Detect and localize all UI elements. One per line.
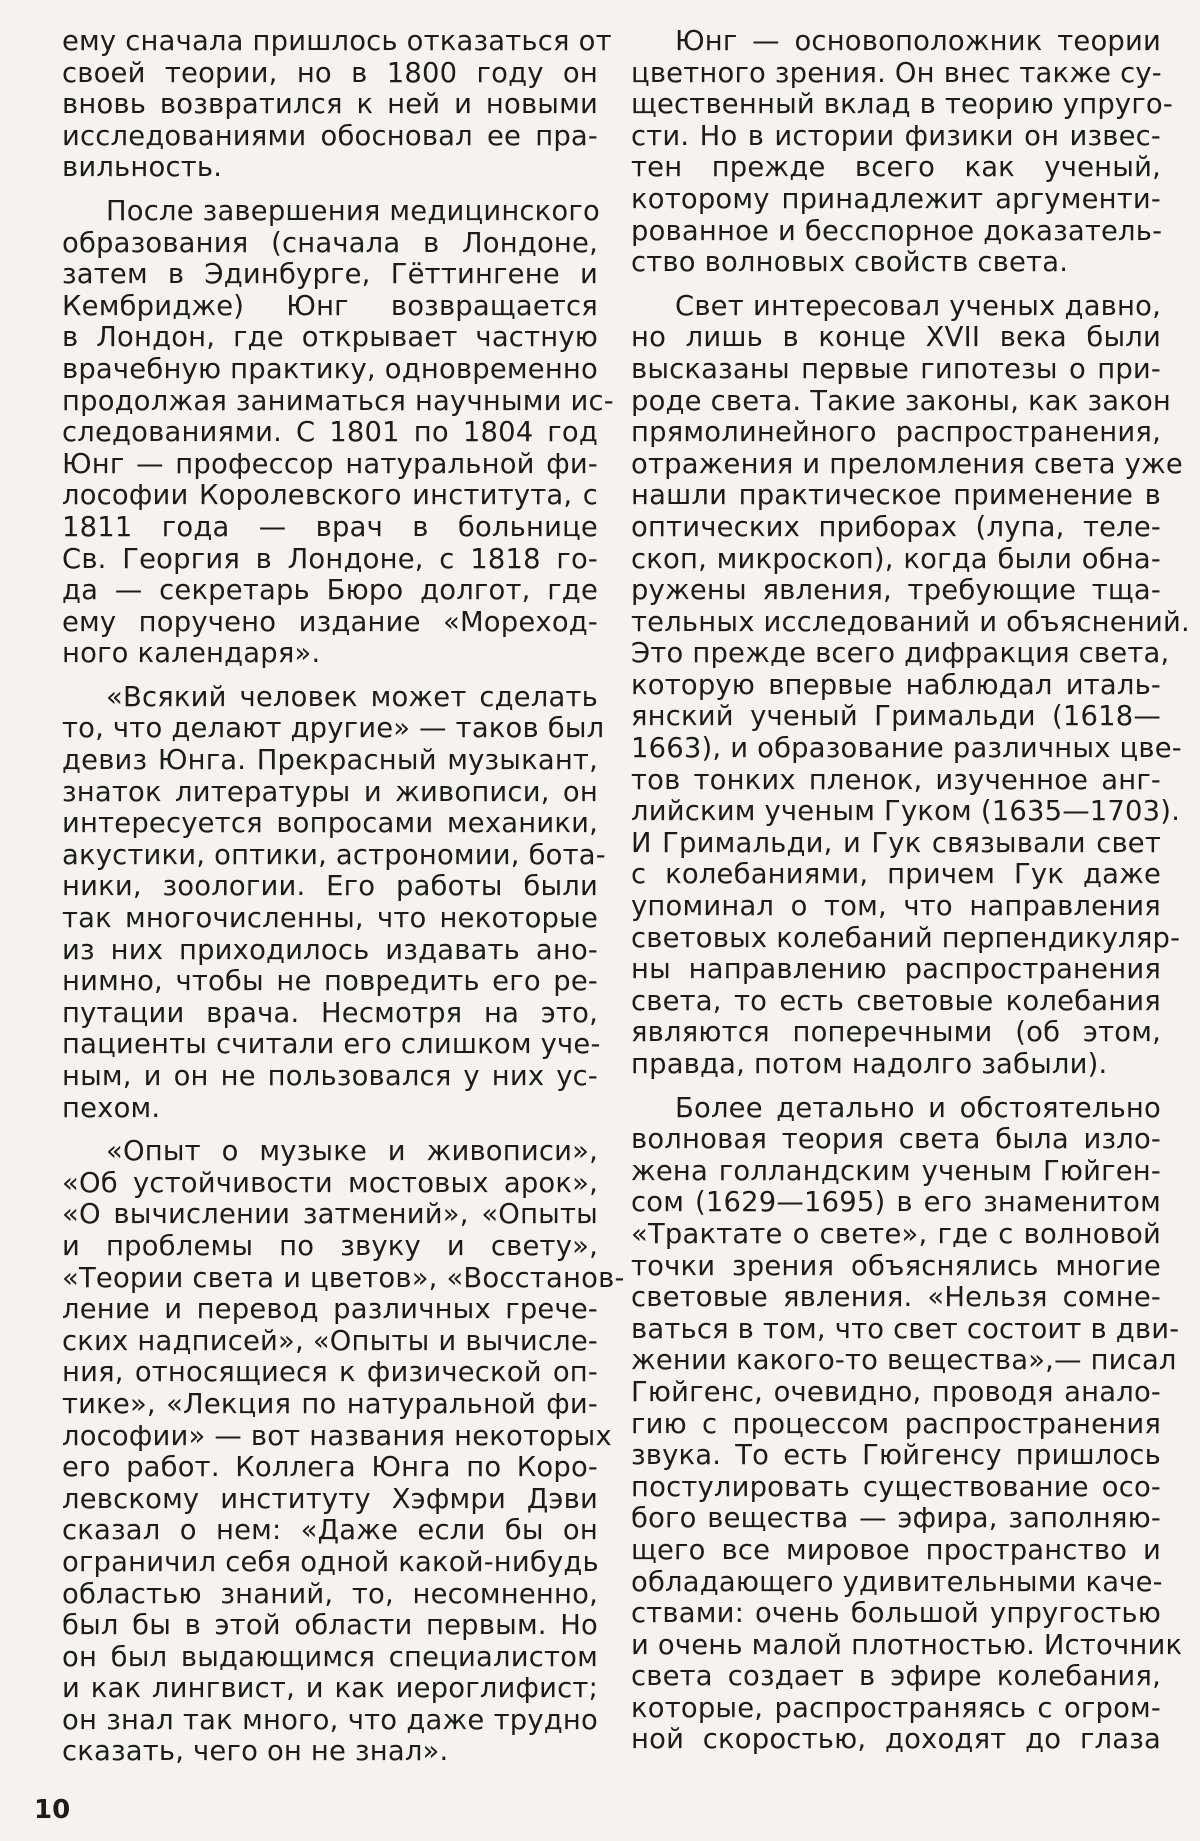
text-line: янский ученый Гримальди (1618— [631,701,1161,733]
left-column [62,26,625,1780]
text-line: которые, распространяясь с огром- [631,1692,1161,1724]
text-line: упоминал о том, что направления [631,891,1161,923]
text-line: являются поперечными (об этом, [631,1017,1161,1049]
text-line: сти. Но в истории физики он извес- [631,120,1161,152]
text-line: исследованиями обосновал ее пра- [62,120,598,152]
text-line: Юнг — основоположник теории [675,26,1161,57]
text-line: тельных исследований и объяснений. [631,606,1190,638]
text-line: щего все мировое пространство и [631,1534,1161,1566]
text-line: высказаны первые гипотезы о при- [631,353,1161,385]
text-line: акустики, оптики, астрономии, бота- [62,839,606,871]
text-line: обладающего удивительными каче- [631,1566,1163,1598]
text-line: ствами: очень большой упругостью [631,1598,1161,1630]
text-line: он был выдающимся специалистом [62,1641,598,1673]
text-line: сом (1629—1695) в его знаменитом [631,1187,1161,1219]
text-line: его работ. Коллега Юнга по Коро- [62,1452,598,1484]
text-line: И Гримальди, и Гук связывали свет [631,827,1161,859]
text-line: гию с процессом распространения [631,1408,1161,1440]
text-line: тов тонких пленок, изученное анг- [631,764,1161,796]
text-line: лософии» — вот названия некоторых [62,1420,612,1452]
text-line: ление и перевод различных грече- [62,1294,598,1326]
text-line: так многочисленны, что некоторые [62,903,598,935]
text-line: путации врача. Несмотря на это, [62,997,598,1029]
text-line: рованное и бесспорное доказатель- [631,215,1163,247]
text-line: Свет интересовал ученых давно, [675,290,1161,322]
text-line: Кембридже) Юнг возвращается [62,290,598,322]
text-line: постулировать существование осо- [631,1471,1161,1503]
text-line: но лишь в конце XVII века были [631,322,1161,354]
text-line: следованиями. С 1801 по 1804 год [62,417,598,449]
text-line: то, что делают другие» — таков был [62,713,605,745]
text-line: продолжая заниматься научными ис- [62,385,614,417]
text-line: роде света. Такие законы, как закон [631,385,1172,417]
text-line: Более детально и обстоятельно [675,1092,1161,1124]
text-line: сказал о нем: «Даже если бы он [62,1515,598,1547]
text-line: он знал так много, что даже трудно [62,1704,598,1736]
text-line: ники, зоологии. Его работы были [62,871,598,903]
text-line: с колебаниями, причем Гук даже [631,859,1161,891]
text-line: ему поручено издание «Мореход- [62,606,598,638]
page-number: 10 [34,1795,71,1825]
paragraph [631,26,1173,279]
text-line: правда, потом надолго забыли). [631,1049,1108,1080]
text-line: своей теории, но в 1800 году он [62,57,598,89]
text-line: тен прежде всего как ученый, [631,152,1161,184]
text-line: ния, относящиеся к физической оп- [62,1357,598,1389]
text-line: жена голландским ученым Гюйген- [631,1155,1161,1187]
text-line: и очень малой плотностью. Источник [631,1629,1183,1661]
text-line: в Лондон, где открывает частную [62,322,598,354]
text-line: да — секретарь Бюро долгот, где [62,575,598,607]
text-line: ным, и он не пользовался у них ус- [62,1061,598,1092]
text-line: «Опыт о музыке и живописи», [106,1136,598,1168]
text-line: левскому институту Хэфмри Дэви [62,1483,598,1515]
text-line: сказать, чего он не знал». [62,1736,449,1768]
text-line: лософии Королевского института, с [62,480,598,512]
text-line: пехом. [62,1092,161,1124]
text-line: цветного зрения. Он внес также су- [631,57,1162,89]
text-line: жении какого-то вещества»,— писал [631,1345,1177,1377]
text-line: тике», «Лекция по натуральной фи- [62,1388,598,1420]
paragraph [631,1092,1183,1756]
text-line: «Всякий человек может сделать [106,681,598,713]
text-line: ваться в том, что свет состоит в дви- [631,1313,1180,1345]
text-line: световых колебаний перпендикуляр- [631,922,1181,954]
text-line: Гюйгенс, очевидно, проводя анало- [631,1376,1161,1408]
text-line: ной скоростью, доходят до глаза [631,1724,1161,1756]
text-line: ного календаря». [62,638,321,670]
text-line: которому принадлежит аргументи- [631,183,1161,215]
text-line: пациенты считали его слишком уче- [62,1029,601,1061]
paragraph [62,681,606,1124]
text-line: звука. То есть Гюйгенсу пришлось [631,1440,1161,1472]
text-line: ограничил себя одной какой-нибудь [62,1546,599,1578]
paragraph [62,26,612,184]
text-line: ны направлению распространения [631,954,1161,986]
text-line: Это прежде всего дифракция света, [631,638,1170,670]
right-column [631,26,1190,1768]
text-line: которую впервые наблюдал италь- [631,669,1161,701]
text-line: оптических приборах (лупа, теле- [631,511,1161,543]
text-line: вновь возвратился к ней и новыми [62,89,598,121]
text-line: света создает в эфире колебания, [631,1661,1161,1693]
paragraph [62,1136,625,1768]
text-line: вильность. [62,152,223,184]
text-line: областью знаний, то, несомненно, [62,1578,598,1610]
text-line: 1811 года — врач в больнице [62,511,598,543]
text-line: «Об устойчивости мостовых арок», [62,1167,598,1199]
text-line: образования (сначала в Лондоне, [62,227,598,259]
text-line: нимно, чтобы не повредить его ре- [62,966,598,998]
text-line: из них приходилось издавать ано- [62,934,598,966]
text-line: девиз Юнга. Прекрасный музыкант, [62,745,598,777]
text-line: отражения и преломления света уже [631,448,1183,480]
text-line: интересуется вопросами механики, [62,808,598,840]
text-line: Св. Георгия в Лондоне, с 1818 го- [62,543,598,575]
text-line: ство волновых свойств света. [631,247,1069,279]
text-line: «Трактате о свете», где с волновой [631,1218,1161,1250]
paragraph [631,290,1190,1081]
text-line: и проблемы по звуку и свету», [62,1230,598,1262]
text-line: волновая теория света была изло- [631,1124,1161,1156]
text-line: щественный вклад в теорию упруго- [631,89,1173,121]
text-line: скоп, микроскоп), когда были обна- [631,543,1161,575]
text-line: прямолинейного распространения, [631,417,1161,449]
text-line: знаток литературы и живописи, он [62,776,598,808]
text-line: бого вещества — эфира, заполняю- [631,1503,1161,1535]
text-line: и как лингвист, и как иероглифист; [62,1673,598,1705]
text-line: был бы в этой области первым. Но [62,1610,598,1642]
text-line: ских надписей», «Опыты и вычисле- [62,1325,598,1357]
text-line: нашли практическое применение в [631,480,1161,512]
text-line: ему сначала пришлось отказаться от [62,26,612,57]
text-line: врачебную практику, одновременно [62,353,598,385]
text-line: «О вычислении затмений», «Опыты [62,1199,598,1231]
text-line: точки зрения объяснялись многие [631,1250,1161,1282]
text-line: «Теории света и цветов», «Восстанов- [62,1262,625,1294]
text-line: лийским ученым Гуком (1635—1703). [631,796,1181,828]
text-line: световые явления. «Нельзя сомне- [631,1282,1161,1314]
text-line: Юнг — профессор натуральной фи- [62,448,598,480]
paragraph [62,195,614,670]
text-line: света, то есть световые колебания [631,985,1161,1017]
text-line: затем в Эдинбурге, Гёттингене и [62,259,598,291]
text-line: ружены явления, требующие тща- [631,575,1161,607]
text-line: 1663), и образование различных цве- [631,733,1182,765]
text-line: После завершения медицинского [106,195,600,227]
